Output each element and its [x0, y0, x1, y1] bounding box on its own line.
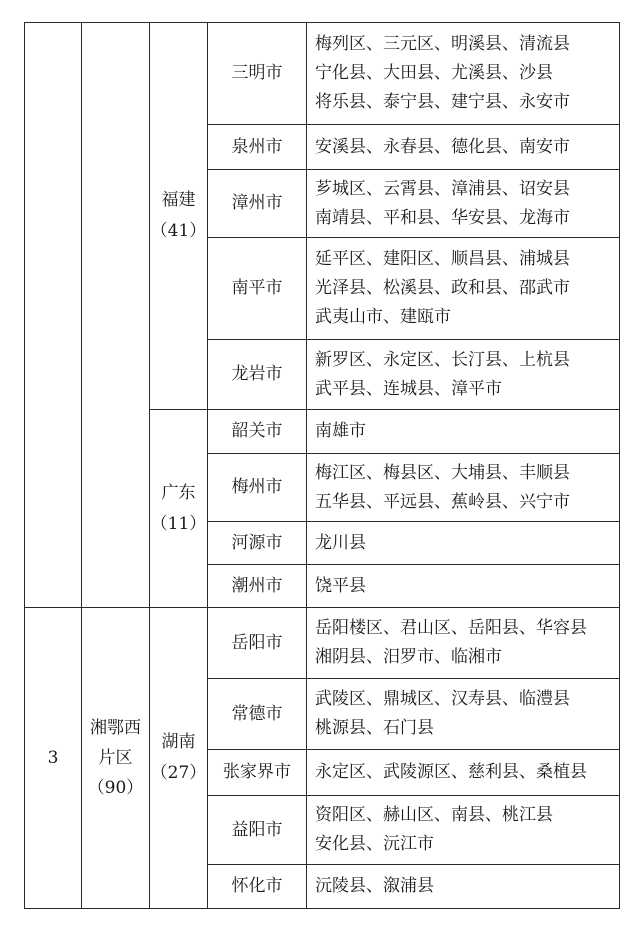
district-list: 南雄市 — [315, 421, 366, 441]
district-list: 龙川县 — [315, 532, 366, 553]
row-divider — [24, 908, 620, 909]
city-name: 岳阳市 — [231, 632, 283, 653]
district-list: 延平区、建阳区、顺昌县、浦城县 光泽县、松溪县、政和县、邵武市 武夷山市、建瓯市 — [315, 249, 570, 327]
district-list: 芗城区、云霄县、漳浦县、诏安县 南靖县、平和县、华安县、龙海市 — [315, 178, 570, 228]
city-name: 河源市 — [231, 532, 283, 553]
city-name: 龙岩市 — [231, 364, 283, 384]
district-list: 武陵区、鼎城区、汉寿县、临澧县 桃源县、石门县 — [315, 689, 570, 738]
city-name: 潮州市 — [231, 575, 283, 596]
province-name: 广东 — [161, 482, 196, 503]
district-list: 沅陵县、溆浦县 — [315, 876, 434, 896]
province-name: 湖南 — [161, 732, 196, 752]
district-list: 岳阳楼区、君山区、岳阳县、华容县 湘阴县、汨罗市、临湘市 — [315, 618, 587, 667]
region-count: （90） — [87, 778, 144, 798]
city-name: 三明市 — [231, 63, 283, 83]
district-list: 饶平县 — [315, 575, 366, 596]
province-count: （27） — [150, 763, 207, 783]
city-name: 漳州市 — [231, 193, 283, 213]
district-list: 永定区、武陵源区、慈利县、桑植县 — [315, 762, 587, 782]
district-list: 梅江区、梅县区、大埔县、丰顺县 五华县、平远县、蕉岭县、兴宁市 — [315, 462, 570, 512]
province-cell — [150, 23, 207, 409]
city-name: 梅州市 — [231, 477, 283, 497]
province-name: 福建 — [161, 190, 196, 210]
city-name: 南平市 — [231, 278, 283, 298]
district-table — [24, 22, 620, 909]
region-index: 3 — [47, 747, 59, 768]
province-count: （11） — [150, 513, 207, 534]
district-list: 新罗区、永定区、长汀县、上杭县 武平县、连城县、漳平市 — [315, 349, 570, 399]
city-name: 泉州市 — [231, 136, 283, 157]
city-name: 张家界市 — [223, 762, 291, 782]
city-name: 常德市 — [231, 703, 283, 724]
region-name-line1: 湘鄂西 — [90, 718, 141, 738]
province-cell — [150, 608, 207, 908]
city-name: 怀化市 — [231, 876, 283, 896]
province-count: （41） — [150, 221, 207, 241]
district-list: 梅列区、三元区、明溪县、清流县 宁化县、大田县、尤溪县、沙县 将乐县、泰宁县、建宁县、永安市 — [315, 34, 570, 112]
column-divider — [619, 22, 620, 909]
region-name — [82, 608, 149, 908]
province-cell — [150, 410, 207, 607]
district-list: 安溪县、永春县、德化县、南安市 — [315, 136, 570, 157]
region-name-line2: 片区 — [98, 748, 133, 768]
city-name: 韶关市 — [231, 421, 283, 441]
district-list: 资阳区、赫山区、南县、桃江县 安化县、沅江市 — [315, 805, 553, 854]
city-name: 益阳市 — [231, 819, 283, 840]
